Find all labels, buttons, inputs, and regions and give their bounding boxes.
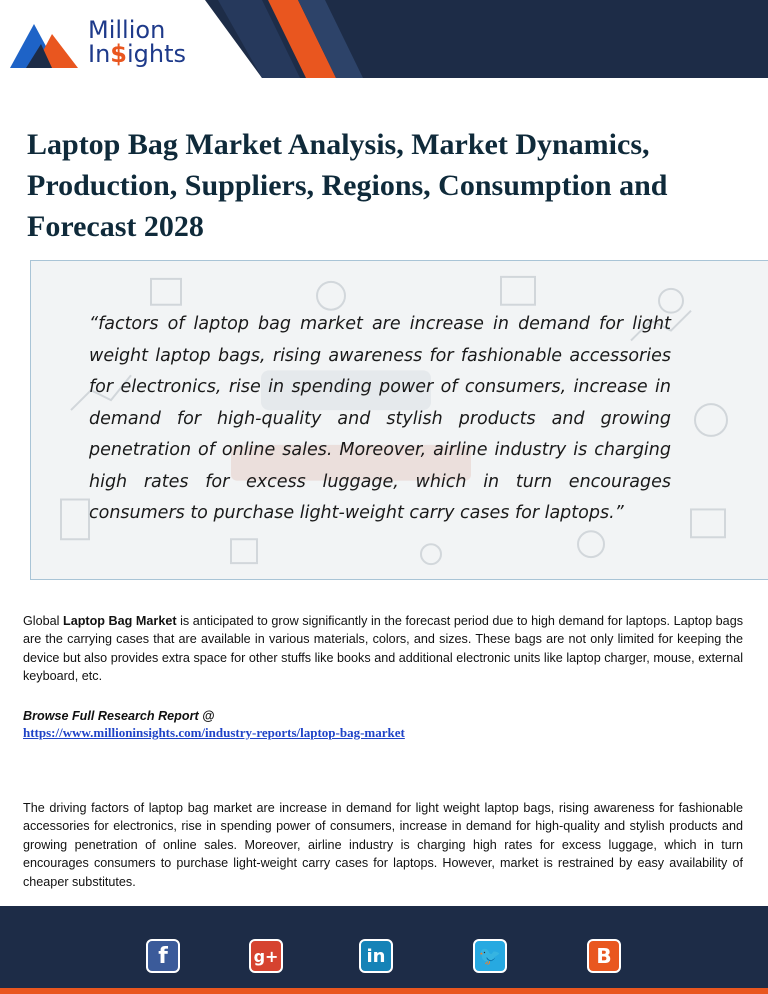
facebook-icon[interactable]: f — [146, 939, 180, 973]
quote-text: “factors of laptop bag market are increase in demand for light weight laptop bags, rising awareness for fashionable accessories for electronics, rise in spending power of consumers, increase in demand for high-quality and stylish products and growing penetration of online sales. Moreover, airline industry is charging high rates for excess luggage, which in turn encourages consumers to purchase light-weight carry cases for laptops.” — [89, 314, 671, 523]
drivers-paragraph: The driving factors of laptop bag market are increase in demand for light weight laptop bags, rising awareness for fashionable accessories for electronics, rise in spending power of consumers, increase in demand for high-quality and stylish products and growing penetration of online sales. Moreover, airline industry is charging high rates for excess luggage, which in turn encourages consumers to purchase light-weight carry cases for laptops. However, market is restrained by easy availability of cheaper substitutes. — [23, 801, 743, 889]
twitter-icon[interactable]: 🐦 — [473, 939, 507, 973]
header — [0, 0, 768, 78]
footer — [0, 906, 768, 994]
linkedin-icon[interactable]: in — [359, 939, 393, 973]
logo-mark-icon — [8, 16, 80, 72]
logo-text-insights: In$ights — [88, 40, 187, 68]
footer-stripe — [0, 988, 768, 994]
report-link[interactable]: https://www.millioninsights.com/industry-reports/laptop-bag-market — [23, 725, 405, 740]
blogger-icon[interactable]: B — [587, 939, 621, 973]
quote-box — [30, 260, 768, 580]
intro-paragraph: Global Laptop Bag Market is anticipated to grow significantly in the forecast period due to high demand for laptops. Laptop bags are the carrying cases that are available in various materials, colors, and sizes. These bags are not only limited for keeping the device but also provides extra space for other stuffs like books and additional electronic units like laptop charger, mouse, external keyboard, etc. — [23, 614, 743, 684]
logo[interactable] — [8, 14, 198, 70]
page-title: Laptop Bag Market Analysis, Market Dynamics, Production, Suppliers, Regions, Consumption and Forecast 2028 — [27, 128, 668, 243]
logo-text-million: Million — [88, 16, 166, 44]
browse-label: Browse Full Research Report @ — [23, 709, 215, 723]
market-name: Laptop Bag Market — [63, 614, 177, 628]
google-plus-icon[interactable]: g+ — [249, 939, 283, 973]
